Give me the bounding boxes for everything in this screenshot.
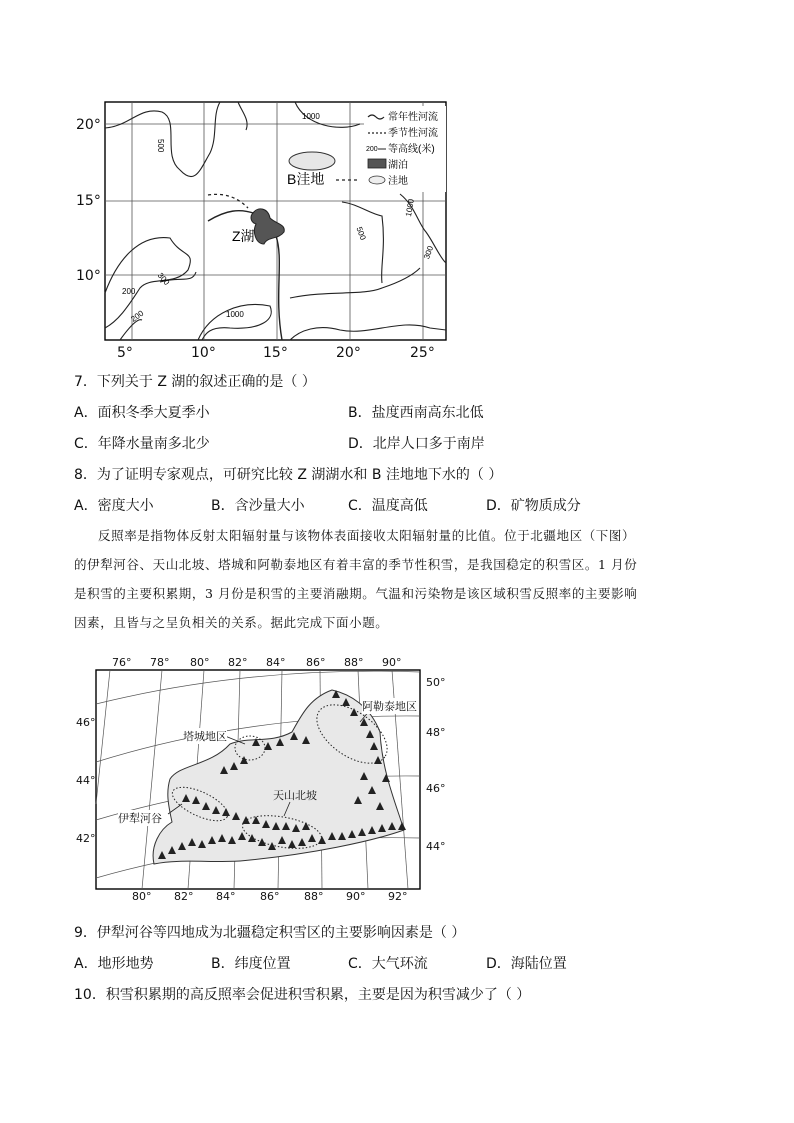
yili-label: 伊犁河谷 [118, 812, 162, 825]
lon-25: 25° [410, 345, 435, 361]
q9-stem: 9．伊犁河谷等四地成为北疆稳定积雪区的主要影响因素是（ ） [74, 925, 466, 941]
q9-option-d[interactable]: D．海陆位置 [486, 956, 567, 972]
lon-5: 5° [117, 345, 133, 361]
passage [74, 521, 674, 637]
svg-text:500: 500 [354, 225, 368, 242]
passage-line-3: 是积雪的主要积累期，3 月份是积雪的主要消融期。气温和污染物是该区域积雪反照率的主要影响 [74, 586, 638, 601]
tacheng-label: 塔城地区 [183, 730, 227, 743]
svg-text:洼地: 洼地 [388, 176, 408, 187]
passage-line-4: 因素，且皆与之呈负相关的关系。据此完成下面小题。 [74, 615, 389, 630]
q7-option-a[interactable]: A．面积冬季大夏季小 [74, 405, 210, 421]
svg-text:季节性河流: 季节性河流 [388, 128, 438, 139]
q8-option-a[interactable]: A．密度大小 [74, 498, 154, 514]
svg-text:200: 200 [122, 287, 136, 296]
q8-option-b[interactable]: B．含沙量大小 [211, 498, 305, 514]
svg-text:等高线(米): 等高线(米) [388, 144, 435, 155]
q10-stem: 10．积雪积累期的高反照率会促进积雪积累，主要是因为积雪减少了（ ） [74, 987, 531, 1003]
q7-option-d[interactable]: D．北岸人口多于南岸 [348, 436, 485, 452]
q9-option-a[interactable]: A．地形地势 [74, 956, 154, 972]
passage-line-2: 的伊犁河谷、天山北坡、塔城和阿勒泰地区有着丰富的季节性积雪，是我国稳定的积雪区。1 月份 [74, 557, 638, 572]
svg-text:500: 500 [156, 139, 165, 153]
lon-20: 20° [336, 345, 361, 361]
q7-stem: 7．下列关于 Z 湖的叙述正确的是（ ） [74, 374, 316, 390]
altay-label: 阿勒泰地区 [362, 700, 417, 713]
map2-labels: 76° 78° 80° 82° 84° 86° 88° 90° 80° 82° 84° 86° 88° 90° 92° 46° 44° 42° 50° 48° 46° 44° 阿勒泰地区 塔城地区 天山北坡 伊犁河谷 [76, 656, 446, 903]
svg-text:1000: 1000 [226, 310, 244, 319]
lat-15: 15° [76, 193, 101, 209]
q8-option-c[interactable]: C．温度高低 [348, 498, 428, 514]
svg-text:常年性河流: 常年性河流 [388, 112, 438, 123]
q9-option-c[interactable]: C．大气环流 [348, 956, 428, 972]
q7-option-b[interactable]: B．盐度西南高东北低 [348, 405, 484, 421]
basin-b-label: B洼地 [287, 171, 325, 187]
lake-z-map [100, 98, 456, 363]
tianshan-label: 天山北坡 [273, 789, 317, 802]
q8-stem: 8．为了证明专家观点，可研究比较 Z 湖湖水和 B 洼地地下水的（ ） [74, 467, 503, 483]
map1-legend [364, 106, 446, 192]
svg-text:300: 300 [422, 244, 436, 261]
q8-option-d[interactable]: D．矿物质成分 [486, 498, 581, 514]
lat-10: 10° [76, 268, 101, 284]
lake-z-label: Z湖 [232, 228, 255, 244]
svg-text:300: 300 [155, 270, 172, 287]
svg-text:1000: 1000 [302, 112, 320, 121]
svg-text:200: 200 [129, 308, 146, 324]
svg-text:湖泊: 湖泊 [388, 160, 408, 171]
lat-20: 20° [76, 117, 101, 133]
lon-15: 15° [263, 345, 288, 361]
svg-text:200: 200 [366, 146, 378, 153]
svg-text:1000: 1000 [403, 198, 416, 218]
q9-option-b[interactable]: B．纬度位置 [211, 956, 291, 972]
passage-line-1: 反照率是指物体反射太阳辐射量与该物体表面接收太阳辐射量的比值。位于北疆地区（下图） [98, 528, 636, 543]
q7-option-c[interactable]: C．年降水量南多北少 [74, 436, 210, 452]
lon-10: 10° [191, 345, 216, 361]
